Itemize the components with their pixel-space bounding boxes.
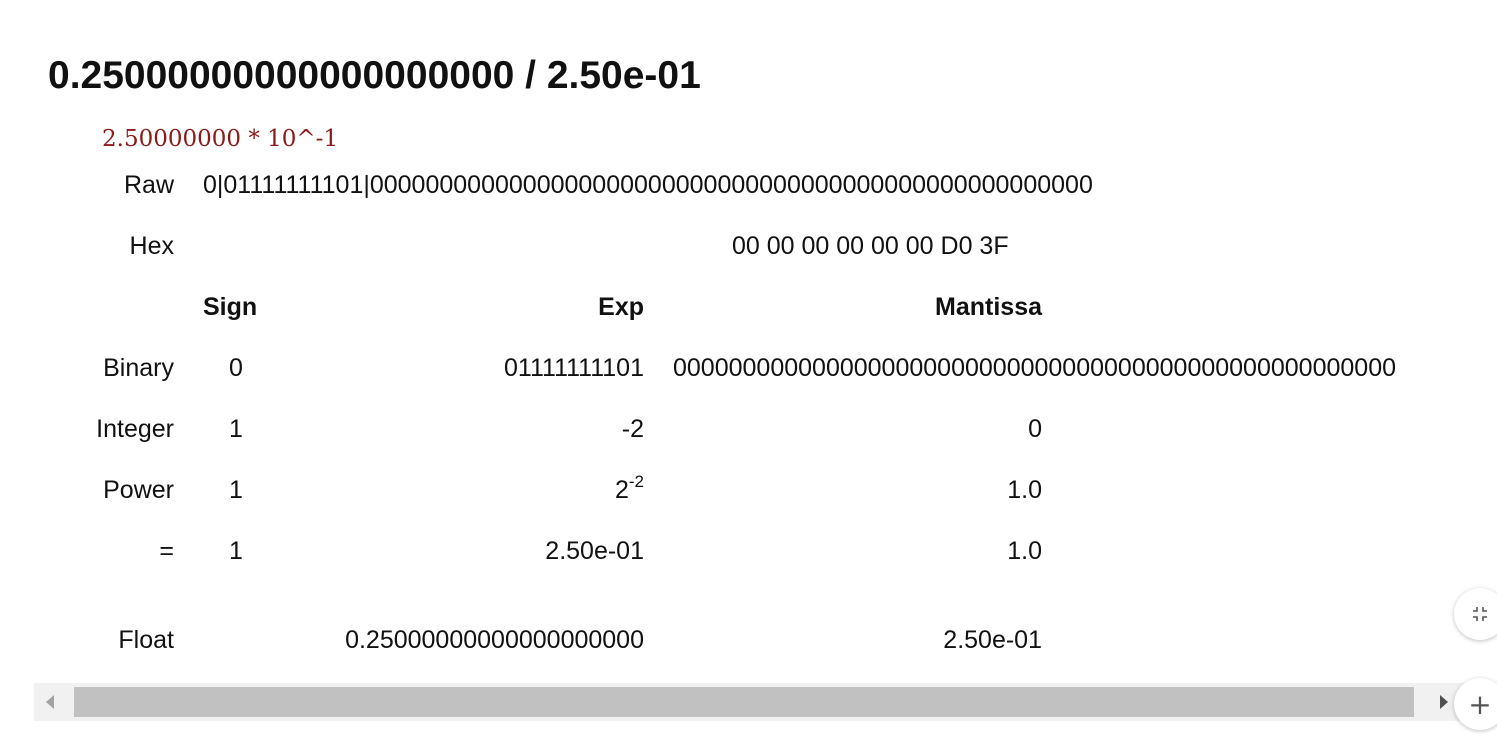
float-scientific: 2.50e-01 [943, 626, 1042, 654]
header-exp: Exp [598, 293, 644, 321]
power-exp-base: 2 [614, 476, 629, 504]
scroll-left-arrow-icon[interactable] [46, 695, 54, 709]
raw-label: Raw [123, 171, 174, 199]
page-title: 0.25000000000000000000 / 2.50e-01 [48, 54, 701, 97]
plus-icon: + [1468, 687, 1492, 721]
integer-exp: -2 [621, 415, 644, 443]
equals-sign: 1 [229, 537, 243, 565]
equals-mantissa: 1.0 [1007, 537, 1042, 565]
horizontal-scrollbar[interactable] [34, 683, 1464, 721]
scientific-notation: 2.50000000 * 10^-1 [102, 126, 339, 152]
collapse-icon [1472, 606, 1488, 622]
integer-mantissa: 0 [1028, 415, 1042, 443]
scroll-right-arrow-icon[interactable] [1440, 695, 1448, 709]
header-sign: Sign [203, 293, 258, 321]
collapse-button[interactable] [1454, 588, 1497, 640]
power-sign: 1 [229, 476, 243, 504]
power-exp-superscript: -2 [628, 471, 644, 491]
power-exp [444, 471, 644, 505]
plus-button[interactable] [1454, 678, 1497, 730]
binary-mantissa: 0000000000000000000000000000000000000000000000000000 [673, 354, 1396, 382]
power-mantissa: 1.0 [1007, 476, 1042, 504]
integer-label: Integer [96, 415, 174, 443]
equals-label: = [159, 537, 174, 565]
power-label: Power [103, 476, 174, 504]
hex-value: 00 00 00 00 00 00 D0 3F [732, 232, 1009, 260]
scroll-thumb[interactable] [74, 687, 1414, 717]
binary-label: Binary [103, 354, 174, 382]
raw-value: 0|01111111101|0000000000000000000000000000000000000000000000000000 [203, 171, 1093, 199]
integer-sign: 1 [229, 415, 243, 443]
equals-exp: 2.50e-01 [545, 537, 644, 565]
float-label: Float [118, 626, 174, 654]
float-decimal: 0.25000000000000000000 [345, 626, 644, 654]
binary-exp: 01111111101 [504, 354, 644, 382]
header-mantissa: Mantissa [935, 293, 1042, 321]
hex-label: Hex [129, 232, 174, 260]
binary-sign: 0 [229, 354, 243, 382]
